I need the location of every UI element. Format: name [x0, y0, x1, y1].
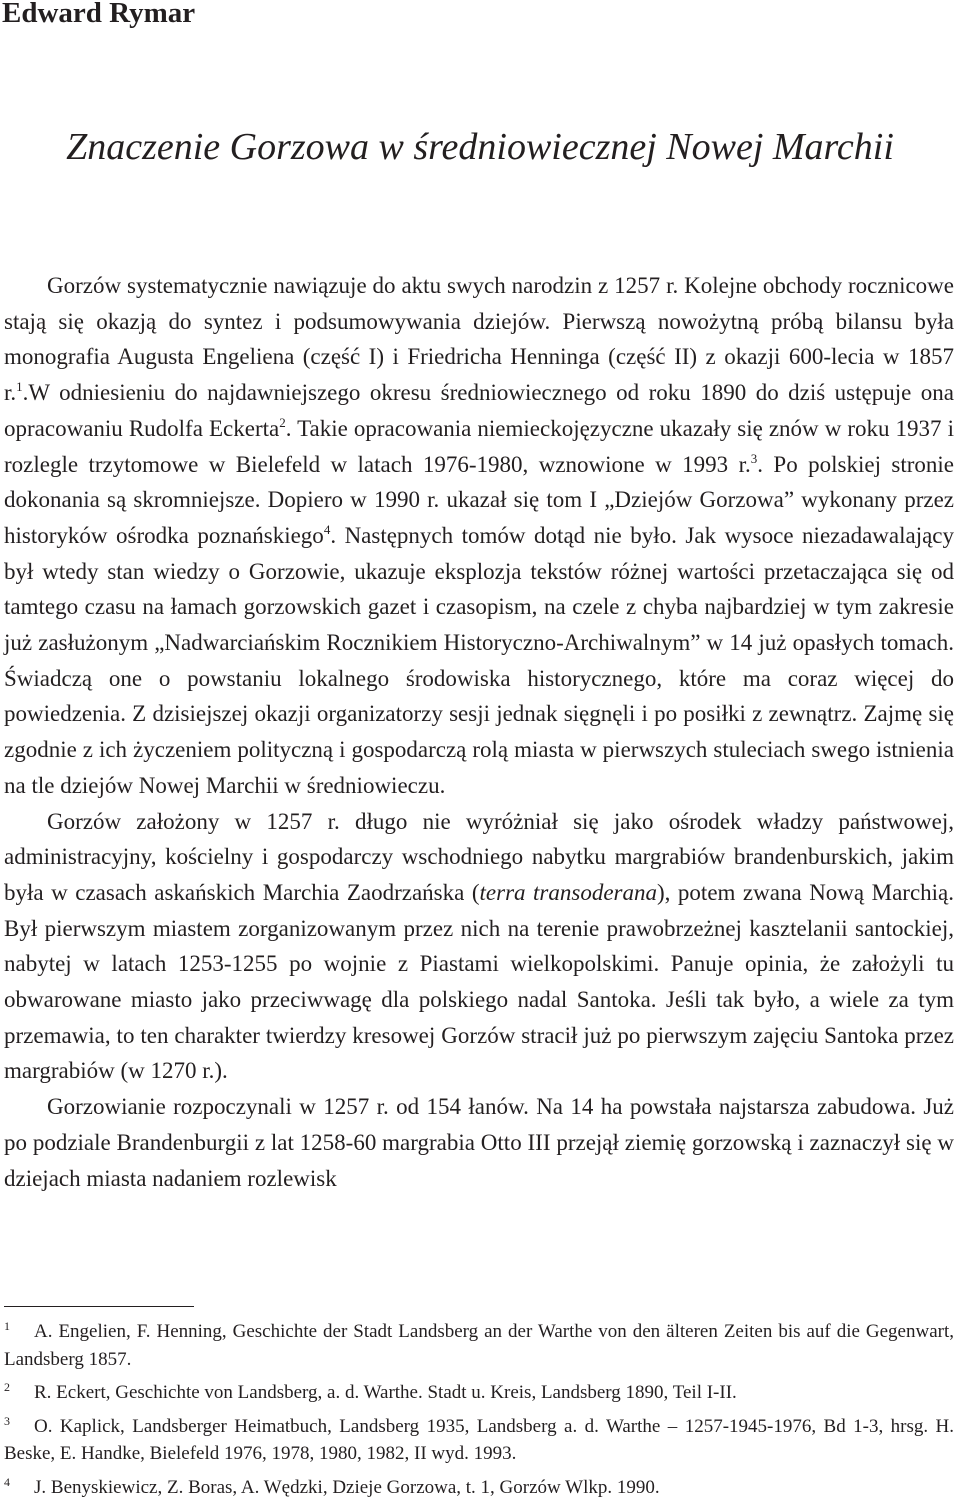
article-title: Znaczenie Gorzowa w średniowiecznej Nowej Marchii — [66, 126, 894, 168]
footnote-2: 2 R. Eckert, Geschichte von Landsberg, a. d. Warthe. Stadt u. Kreis, Landsberg 1890, Teil I-II. — [4, 1380, 737, 1403]
footnote-ref-4[interactable]: 4 — [323, 521, 331, 537]
italic-term: terra transoderana — [479, 879, 657, 905]
paragraph-1 — [4, 268, 954, 804]
footnote-text: J. Benyskiewicz, Z. Boras, A. Wędzki, Dzieje Gorzowa, t. 1, Gorzów Wlkp. 1990. — [34, 1476, 660, 1498]
article-body — [4, 268, 954, 1196]
text-run: . Takie opracowania niemieckojęzyczne ukazały się znów w roku 1937 i rozlegle trzytomowe w Bielefeld w latach 1976-1980, wznowione w 1993 r. — [4, 415, 954, 477]
footnote-3: 3 O. Kaplick, Landsberger Heimatbuch, Landsberg 1935, Landsberg a. d. Warthe – 1257-1945-1976, Bd 1-3, hrsg. H. Beske, E. Handke, Bielefeld 1976, 1978, 1980, 1982, II wyd. 1993. — [4, 1413, 954, 1464]
text-run: Gorzów systematycznie nawiązuje do aktu swych narodzin z 1257 r. Kolejne obchody rocznicowe stają się okazją do syntez i podsumowywania dziejów. Pierwszą nowożytną próbą bilansu była monografia Augusta Engeliena (część I) i Friedricha Henninga (część II) z okazji 600-lecia w 1857 r. — [4, 273, 954, 406]
paragraph-3: Gorzowianie rozpoczynali w 1257 r. od 154 łanów. Na 14 ha powstała najstarsza zabudowa. Już po podziale Brandenburgii z lat 1258-60 margrabia Otto III przejął ziemię gorzowską i zaznaczył się w dziejach miasta nadaniem rozlewisk — [4, 1094, 954, 1191]
footnote-text: O. Kaplick, Landsberger Heimatbuch, Landsberg 1935, Landsberg a. d. Warthe – 1257-1945-1976, Bd 1-3, hrsg. H. Beske, E. Handke, Bielefeld 1976, 1978, 1980, 1982, II wyd. 1993. — [4, 1415, 954, 1464]
footnote-text: R. Eckert, Geschichte von Landsberg, a. d. Warthe. Stadt u. Kreis, Landsberg 1890, Teil I-II. — [34, 1382, 737, 1403]
text-run: . Po polskiej stronie dokonania są skromniejsze. Dopiero w 1990 r. ukazał się tom I „Dziejów Gorzowa” wykonany przez historyków ośrodka poznańskiego — [4, 451, 954, 548]
footnote-1: 1 A. Engelien, F. Henning, Geschichte der Stadt Landsberg an der Warthe von den älteren Zeiten bis auf die Gegenwart, Landsberg 1857. — [4, 1319, 954, 1370]
text-run: Gorzów założony w 1257 r. długo nie wyróżniał się jako ośrodek władzy państwowej, administracyjny, kościelny i gospodarczy wschodniego nabytku margrabiów brandenburskich, jakim była w czasach askańskich Marchia Zaodrzańska ( — [4, 808, 954, 905]
author-name: Edward Rymar — [2, 0, 196, 29]
text-run: . Następnych tomów dotąd nie było. Jak wysoce niezadawalający był wtedy stan wiedzy o Gorzowie, ukazuje eksplozja tekstów różnej wartości przetaczająca się od tamtego czasu na łamach gorzowskich gazet i czasopism, na czele z chyba najbardziej w tym zakresie już zasłużonym „Nadwarciańskim Rocznikiem Historyczno-Archiwalnym” w 14 już opasłych tomach. Świadczą one o powstaniu lokalnego środowiska historycznego, które ma coraz więcej do powiedzenia. Z dzisiejszej okazji organizatorzy sesji jednak sięgnęli i po posiłki z zewnątrz. Zajmę się zgodnie z ich życzeniem polityczną i gospodarczą rolą miasta w pierwszych stuleciach swego istnienia na tle dziejów Nowej Marchii w średniowieczu. — [4, 522, 955, 798]
footnote-ref-2[interactable]: 2 — [279, 414, 286, 430]
text-run: .W odniesieniu do najdawniejszego okresu średniowiecznego od roku 1890 do dziś ustępuje ona opracowaniu Rudolfa Eckerta — [4, 380, 954, 441]
footnote-text: A. Engelien, F. Henning, Geschichte der Stadt Landsberg an der Warthe von den älteren Zeiten bis auf die Gegenwart, Landsberg 1857. — [4, 1321, 954, 1370]
paragraph-2 — [4, 804, 954, 1090]
text-run: ), potem zwana Nową Marchią. Był pierwszym miastem zorganizowanym przez nich na terenie prawobrzeżnej kasztelanii santockiej, nabytej w latach 1253-1255 po wojnie z Piastami wielkopolskimi. Panuje opinia, że założyli tu obwarowane miasto jako przeciwwagę dla polskiego nadal Santoka. Jeśli tak było, a wiele za tym przemawia, to ten charakter twierdzy kresowej Gorzów stracił już po pierwszym zajęciu Santoka przez margrabiów (w 1270 r.). — [4, 879, 955, 1084]
footnote-ref-1[interactable]: 1 — [16, 379, 23, 395]
footnote-ref-3[interactable]: 3 — [750, 450, 758, 466]
footnote-4: 4 J. Benyskiewicz, Z. Boras, A. Wędzki, Dzieje Gorzowa, t. 1, Gorzów Wlkp. 1990. — [4, 1474, 660, 1498]
footnotes — [4, 1318, 954, 1507]
footnote-separator — [4, 1306, 194, 1307]
